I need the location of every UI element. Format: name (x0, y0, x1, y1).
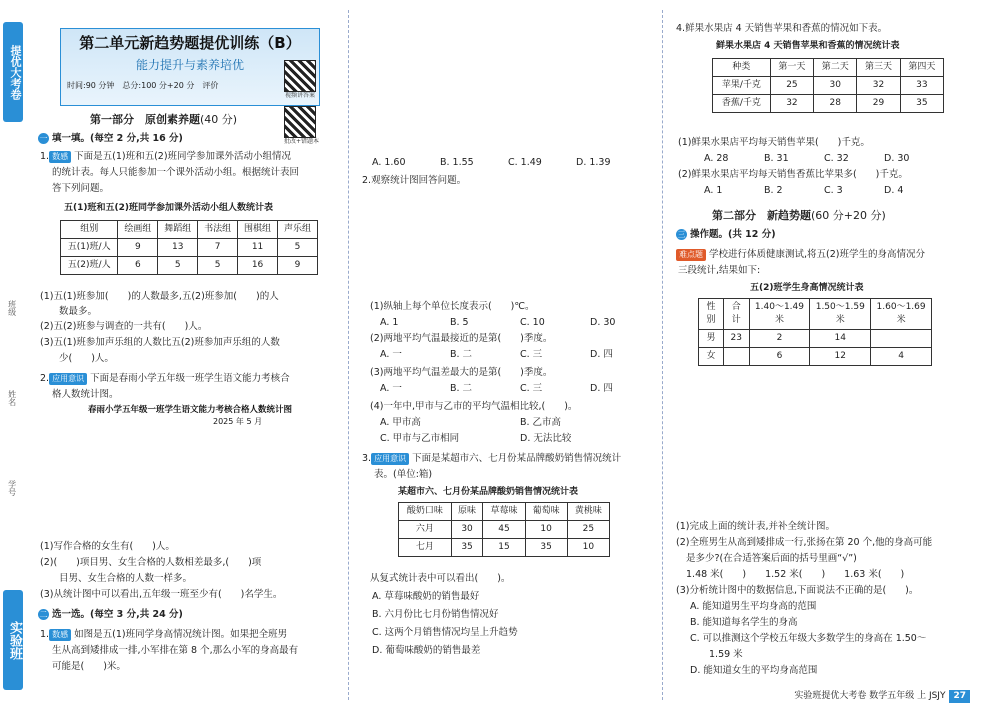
sub-question: 从复式统计表中可以看出( )。 (370, 573, 511, 584)
option: A. 能知道男生平均身高的范围 (690, 601, 817, 612)
question-text: 格人数统计图。 (52, 389, 119, 400)
sub-question: (2)鲜果水果店平均每天销售香蕉比苹果多( )千克。 (678, 169, 908, 180)
sub-question: (3)两地平均气温差最大的是第( )季度。 (370, 367, 553, 378)
sub-question: 目男、女生合格的人数一样多。 (40, 573, 193, 584)
blank-cell[interactable] (724, 348, 750, 366)
sidebar (0, 0, 26, 714)
question-select-1: 1. 数感 如图是五(1)班同学身高情况统计图。如果把全班男 (40, 629, 288, 640)
option: C. 这两个月销售情况均呈上升趋势 (372, 627, 518, 638)
table-title: 五(2)班学生身高情况统计表 (750, 283, 864, 293)
qr-video[interactable] (284, 60, 316, 101)
sub-question: (2)五(2)班参与调查的一共有( )人。 (40, 321, 208, 332)
options: C. 甲市与乙市相同 D. 无法比较 (380, 433, 572, 444)
sub-question: (1)纵轴上每个单位长度表示( )℃。 (370, 301, 535, 312)
option: C. 可以推测这个学校五年级大多数学生的身高在 1.50～ (690, 633, 927, 644)
blank-cell[interactable] (871, 330, 932, 348)
question-operate: 难点题 学校进行体质健康测试,将五(2)班学生的身高情况分 (676, 248, 925, 262)
options: A. 28 B. 31 C. 32 D. 30 (704, 153, 910, 164)
option: D. 葡萄味酸奶的销售最差 (372, 645, 481, 656)
question-text: 答下列问题。 (52, 183, 110, 194)
options: A. 一 B. 二 C. 三 D. 四 (380, 383, 613, 394)
question-text: 的统计表。每人只能参加一个课外活动小组。根据统计表回 (52, 167, 300, 178)
exam-meta: 时间:90 分钟 总分:100 分+20 分 评价 (67, 81, 219, 91)
table-title: 某超市六、七月份某品牌酸奶销售情况统计表 (398, 487, 579, 497)
sub-question: 1.48 米( ) 1.52 米( ) 1.63 米( ) (686, 569, 905, 580)
column-divider (348, 10, 349, 700)
sub-question: (3)分析统计图中的数据信息,下面说法不正确的是( )。 (676, 585, 919, 596)
question-1: 1. 数感 下面是五(1)班和五(2)班同学参加课外活动小组情况 (40, 151, 292, 162)
qr-label: 批改+错题本 (284, 138, 320, 145)
question-text: 表。(单位:箱) (374, 469, 433, 480)
section-heading: 二 选一选。(每空 3 分,共 24 分) (39, 609, 183, 620)
question-text: 三段统计,结果如下: (678, 265, 761, 276)
chart-temperature (362, 190, 652, 298)
part2-title: 第二部分 新趋势题(60 分+20 分) (712, 209, 886, 222)
chart-height-5-2 (674, 376, 974, 520)
question-text: 生从高到矮排成一排,小军排在第 8 个,那么小军的身高最有 (52, 645, 299, 656)
sub-question: 数最多。 (40, 306, 98, 317)
name-label: 姓名 (7, 390, 17, 406)
sub-question: (3)从统计图中可以看出,五年级一班至少有( )名学生。 (40, 589, 283, 600)
option: B. 能知道每名学生的身高 (690, 617, 798, 628)
sub-question: (1)写作合格的女生有( )人。 (40, 541, 175, 552)
option: B. 六月份比七月份销售情况好 (372, 609, 499, 620)
class-label: 班级 (7, 300, 17, 316)
section-heading: 一 填一填。(每空 2 分,共 16 分) (39, 133, 183, 144)
options: A. 1 B. 5 C. 10 D. 30 (380, 317, 616, 328)
sub-question: (2)全班男生从高到矮排成一行,张扬在第 20 个,他的身高可能 (676, 537, 933, 548)
option: A. 草莓味酸奶的销售最好 (372, 591, 480, 602)
options: A. 一 B. 二 C. 三 D. 四 (380, 349, 613, 360)
sub-question: (1)五(1)班参加( )的人数最多,五(2)班参加( )的人 (40, 291, 279, 302)
sub-question: (4)一年中,甲市与乙市的平均气温相比较,( )。 (370, 401, 578, 412)
fruit-table: 种类 第一天 第二天 第三天 第四天 苹果/千克 25 30 32 33 香蕉/千克 32 28 29 35 (712, 58, 944, 113)
footer (794, 690, 970, 703)
question-select-3: 3. 应用意识 下面是某超市六、七月份某品牌酸奶销售情况统计 (362, 453, 622, 464)
qr-code-icon[interactable] (284, 106, 316, 138)
sub-question: 少( )人。 (40, 353, 114, 364)
series-logo: 提优大考卷 (3, 22, 23, 122)
option: D. 能知道女生的平均身高范围 (690, 665, 818, 676)
chart-language-ability (40, 402, 340, 538)
number-label: 学号 (7, 480, 17, 496)
sub-question: (3)五(1)班参加声乐组的人数比五(2)班参加声乐组的人数 (40, 337, 280, 348)
part1-title: 第一部分 原创素养题(40 分) (90, 113, 238, 126)
sub-question: (1)鲜果水果店平均每天销售苹果( )千克。 (678, 137, 870, 148)
qr-label: 视频讲答案 (284, 92, 315, 99)
column-divider (662, 10, 663, 700)
question-select-4: 4.鲜果水果店 4 天销售苹果和香蕉的情况如下表。 (676, 23, 888, 34)
chart-subtitle: 2025 年 5 月 (213, 417, 263, 426)
page-title: 第二单元新趋势题提优训练（B） (79, 34, 301, 52)
question-text: 可能是( )米。 (52, 661, 126, 672)
table-title: 鲜果水果店 4 天销售苹果和香蕉的情况统计表 (716, 41, 900, 51)
options: A. 1 B. 2 C. 3 D. 4 (704, 185, 904, 196)
question-2: 2. 应用意识 下面是春雨小学五年级一班学生语文能力考核合 (40, 373, 290, 384)
sub-question: 是多少?(在合适答案后面的括号里画“√”) (686, 553, 857, 564)
question-select-2: 2.观察统计图回答问题。 (362, 175, 467, 186)
page-number: 27 (949, 690, 970, 703)
section-heading: 三 操作题。(共 12 分) (677, 229, 776, 240)
sub-question: (2)两地平均气温最接近的是第( )季度。 (370, 333, 553, 344)
chart-title: 春雨小学五年级一班学生语文能力考核合格人数统计图 (87, 405, 293, 415)
option: 1.59 米 (690, 649, 743, 660)
footer-text: 实验班提优大考卷 数学五年级 上 JSJY (794, 691, 946, 701)
options: A. 甲市高 B. 乙市高 (380, 417, 562, 428)
activity-table: 组别 绘画组 舞蹈组 书法组 围棋组 声乐组 五(1)班/人 9 13 7 11 5 五(2)班/人 6 5 5 16 9 (60, 220, 318, 275)
chart-height-5-1 (362, 18, 652, 152)
yogurt-table: 酸奶口味 原味 草莓味 葡萄味 黄桃味 六月 30 45 10 25 七月 35 15 35 10 (398, 502, 610, 557)
options-q3: A. 1.60 B. 1.55 C. 1.49 D. 1.39 (372, 157, 611, 168)
header-box (60, 28, 320, 106)
qr-correct[interactable] (284, 106, 319, 147)
table-title: 五(1)班和五(2)班同学参加课外活动小组人数统计表 (64, 203, 273, 213)
height-table: 性别 合计 1.40～1.49 米 1.50～1.59 米 1.60～1.69 米 男 23 2 14 女 6 12 4 (698, 298, 932, 366)
page-subtitle: 能力提升与素养培优 (135, 57, 244, 72)
qr-code-icon[interactable] (284, 60, 316, 92)
brand-logo: 实验班 (3, 590, 23, 690)
sub-question: (1)完成上面的统计表,并补全统计图。 (676, 521, 835, 532)
sub-question: (2)( )项目男、女生合格的人数相差最多,( )项 (40, 557, 262, 568)
